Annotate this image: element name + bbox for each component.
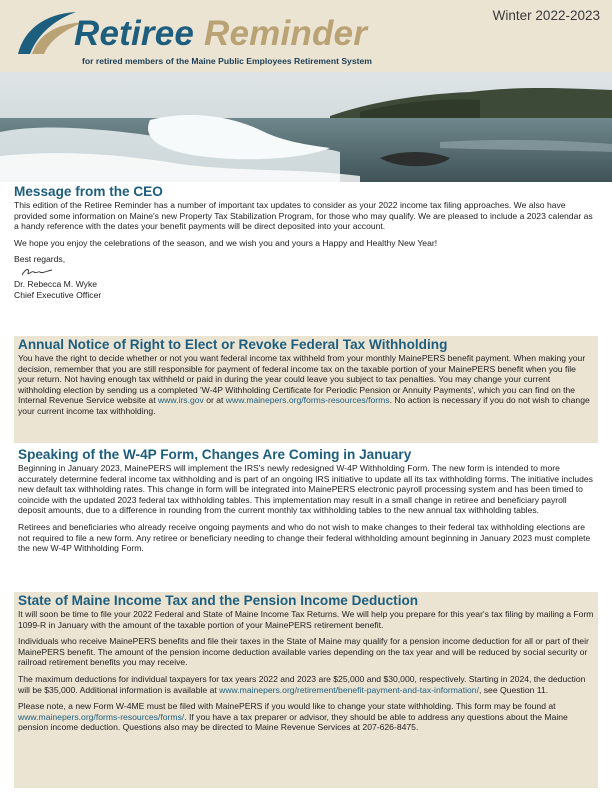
newsletter-title [74,16,367,51]
section-withholding [14,336,598,443]
coastal-photo [0,72,612,182]
state-heading: State of Maine Income Tax and the Pension Income Deduction [18,593,419,608]
w4p-heading: Speaking of the W-4P Form, Changes Are Coming in January [18,447,412,462]
state-paragraph-4 [18,701,594,733]
tagline: for retired members of the Maine Public Employees Retirement System [82,56,372,66]
withholding-text-1: You have the right to decide whether or not you want federal income tax withheld from your monthly MainePERS benefit payment. When making your decision, remember that you are still responsible for payment of federal income tax on the taxable portion of your MainePERS benefit when you file your return. Not having enough tax withheld or paid in during the year could leave you subject to tax penalties. You may change your current withholding election by sending us a completed 'W-4P Withholding Certificate for Periodic Pension or Annuity Payments', which you can find on the Internal Revenue Service website at [18,353,586,406]
w4me-forms-link[interactable]: www.mainepers.org/forms-resources/forms/ [18,711,185,722]
title-word-retiree: Retiree [74,14,195,53]
state-paragraph-1: It will soon be time to file your 2022 Federal and State of Maine Income Tax Returns. We will help you prepare for this year's tax filing by mailing a Form 1099-R in January with the amount of the taxable portion of your MainePERS retirement benefit. [18,609,594,630]
state-text-4b: . If you have a tax preparer or advisor, they should be able to address any questions about the Maine pension income deduction. Questions also may be directed to Maine Revenue Services at 207-626-8475. [18,711,568,733]
issue-date: Winter 2022-2023 [492,8,600,23]
signature-icon [20,266,54,278]
withholding-heading: Annual Notice of Right to Elect or Revoke Federal Tax Withholding [18,337,448,352]
w4p-paragraph-2: Retirees and beneficiaries who already receive ongoing payments and who do not wish to make changes to their federal tax withholding elections are not required to file a new form. Any retiree or beneficiary needing to change their federal withholding amount beginning in January 2023 must complete the new W-4P Withholding Form. [18,521,591,554]
masthead [0,0,612,72]
tax-information-link[interactable]: www.mainepers.org/retirement/benefit-payment-and-tax-information/ [219,684,479,695]
ceo-paragraph-1: This edition of the Retiree Reminder has a number of important tax updates to consider as your 2022 income tax filing approaches. We also have provided some information on Maine's new Property Tax Stabilization Program, for those who may qualify. We are pleased to include a 2023 calendar as a handy reference with the dates your benefit payments will be direct deposited into your account. [14,200,593,232]
section-state-tax [14,592,598,788]
withholding-text-3: . No action is necessary if you do not wish to change your current income tax withholding. [18,395,590,416]
state-paragraph-3 [18,674,594,695]
state-text-4a: Please note, a new Form W-4ME must be filed with MainePERS if you would like to change your state withholding. This form may be found at [18,701,556,712]
ceo-closing: Best regards, [14,254,66,265]
ceo-name: Dr. Rebecca M. Wyke [14,278,98,289]
state-text-3b: , see Question 11. [478,684,549,695]
state-text-3a: The maximum deductions for individual taxpayers for tax years 2022 and 2023 are $25,000 and $30,000, respectively. Starting in 2024, the deduction will be $35,000. Additional information is available at [18,673,586,695]
state-paragraph-2: Individuals who receive MainePERS benefits and file their taxes in the State of Maine may qualify for a pension income deduction for all or part of their MainePERS benefit. The amount of the pension income deduction available varies depending on the tax year and will be reduced by social security or railroad retirement benefits you may receive. [18,636,589,668]
section-ceo-message [14,184,598,300]
ceo-heading: Message from the CEO [14,184,163,199]
mainepers-forms-link[interactable]: www.mainepers.org/forms-resources/forms [225,395,390,406]
ocean-wave-image-icon [0,72,612,182]
title-word-reminder: Reminder [204,14,368,53]
ceo-paragraph-2: We hope you enjoy the celebrations of the season, and we wish you and yours a Happy and Healthy New Year! [14,237,438,248]
w4p-paragraph-1: Beginning in January 2023, MainePERS will implement the IRS's newly redesigned W-4P Withholding Form. The new form is intended to more accurately determine federal income tax withholding and is part of an ongoing IRS initiative to update all its tax withholding forms. The initiative includes new default tax withholding rates. This change in form will be integrated into MainePERS electronic payroll processing system and has been timed to coincide with the updated 2023 federal tax withholding tables. This implementation may result in a small change in retiree and beneficiary payroll deposit amounts, due to a difference in rounding from the current monthly tax withholding tables to the new annual tax withholding tables. [18,463,593,516]
withholding-paragraph [18,353,594,417]
ceo-title: Chief Executive Officer [14,289,102,300]
irs-link[interactable]: www.irs.gov [157,395,204,406]
section-w4p [14,447,598,554]
withholding-text-2: or at [203,395,226,406]
